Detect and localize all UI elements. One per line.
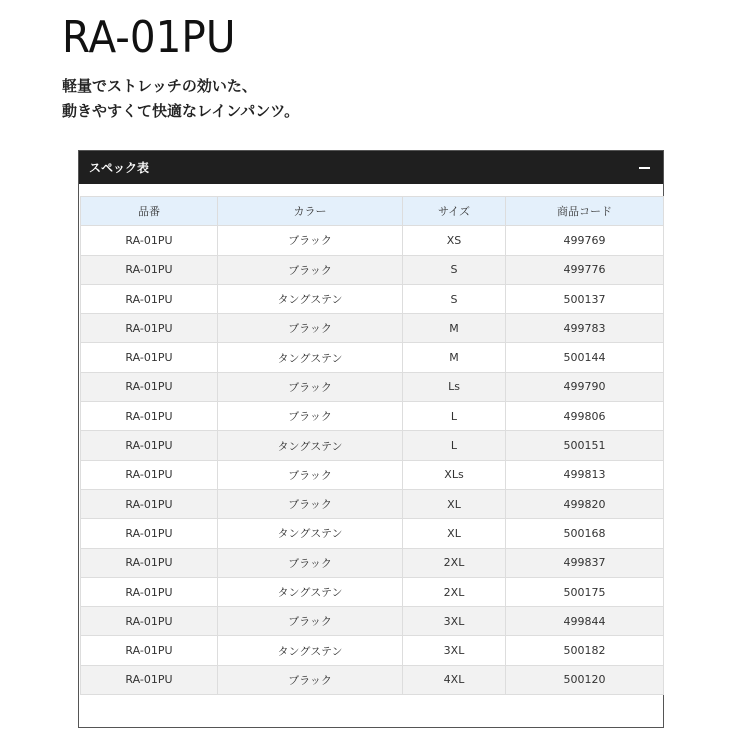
minus-icon[interactable]	[637, 161, 651, 175]
column-header-size: サイズ	[403, 197, 506, 226]
table-row	[81, 343, 664, 372]
spec-panel-header[interactable]	[79, 151, 663, 184]
product-code-cell: 499820	[506, 489, 664, 518]
product-code-cell: 500137	[506, 284, 664, 313]
table-row	[81, 314, 664, 343]
size-cell: XL	[403, 489, 506, 518]
part-number-cell: RA-01PU	[81, 226, 218, 255]
size-cell: L	[403, 402, 506, 431]
part-number-cell: RA-01PU	[81, 314, 218, 343]
size-cell: XLs	[403, 460, 506, 489]
spec-table	[80, 196, 664, 695]
color-cell: タングステン	[218, 431, 403, 460]
color-cell: ブラック	[218, 489, 403, 518]
part-number-cell: RA-01PU	[81, 402, 218, 431]
part-number-cell: RA-01PU	[81, 519, 218, 548]
spec-table-body	[81, 226, 664, 695]
table-row	[81, 548, 664, 577]
table-row	[81, 402, 664, 431]
size-cell: XS	[403, 226, 506, 255]
color-cell: ブラック	[218, 226, 403, 255]
spec-panel-title: スペック表	[89, 161, 150, 175]
color-cell: ブラック	[218, 548, 403, 577]
table-row	[81, 460, 664, 489]
table-row	[81, 489, 664, 518]
color-cell: ブラック	[218, 665, 403, 694]
size-cell: 4XL	[403, 665, 506, 694]
table-header-row	[81, 197, 664, 226]
table-row	[81, 372, 664, 401]
size-cell: S	[403, 284, 506, 313]
column-header-color: カラー	[218, 197, 403, 226]
size-cell: Ls	[403, 372, 506, 401]
color-cell: ブラック	[218, 372, 403, 401]
size-cell: XL	[403, 519, 506, 548]
product-code-cell: 499837	[506, 548, 664, 577]
product-code-cell: 499806	[506, 402, 664, 431]
column-header-product-code: 商品コード	[506, 197, 664, 226]
product-tagline	[62, 74, 299, 124]
part-number-cell: RA-01PU	[81, 460, 218, 489]
size-cell: 3XL	[403, 636, 506, 665]
part-number-cell: RA-01PU	[81, 431, 218, 460]
product-code-cell: 500168	[506, 519, 664, 548]
product-code-cell: 499776	[506, 255, 664, 284]
product-code-cell: 499769	[506, 226, 664, 255]
part-number-cell: RA-01PU	[81, 255, 218, 284]
product-title: RA-01PU	[62, 12, 236, 63]
color-cell: ブラック	[218, 314, 403, 343]
color-cell: ブラック	[218, 255, 403, 284]
table-row	[81, 431, 664, 460]
product-code-cell: 499844	[506, 607, 664, 636]
part-number-cell: RA-01PU	[81, 636, 218, 665]
size-cell: S	[403, 255, 506, 284]
product-code-cell: 499790	[506, 372, 664, 401]
table-row	[81, 255, 664, 284]
spec-table-wrapper	[80, 196, 663, 695]
table-row	[81, 577, 664, 606]
table-row	[81, 284, 664, 313]
part-number-cell: RA-01PU	[81, 343, 218, 372]
color-cell: タングステン	[218, 284, 403, 313]
table-row	[81, 607, 664, 636]
color-cell: タングステン	[218, 577, 403, 606]
color-cell: タングステン	[218, 636, 403, 665]
part-number-cell: RA-01PU	[81, 372, 218, 401]
product-code-cell: 500175	[506, 577, 664, 606]
tagline-line-2: 動きやすくて快適なレインパンツ。	[62, 102, 300, 120]
table-row	[81, 636, 664, 665]
color-cell: タングステン	[218, 519, 403, 548]
part-number-cell: RA-01PU	[81, 577, 218, 606]
size-cell: 2XL	[403, 577, 506, 606]
table-row	[81, 226, 664, 255]
color-cell: ブラック	[218, 460, 403, 489]
spec-panel	[78, 150, 664, 728]
size-cell: 2XL	[403, 548, 506, 577]
size-cell: L	[403, 431, 506, 460]
size-cell: M	[403, 314, 506, 343]
part-number-cell: RA-01PU	[81, 489, 218, 518]
product-code-cell: 500151	[506, 431, 664, 460]
color-cell: タングステン	[218, 343, 403, 372]
table-row	[81, 519, 664, 548]
product-code-cell: 500144	[506, 343, 664, 372]
color-cell: ブラック	[218, 402, 403, 431]
product-code-cell: 500182	[506, 636, 664, 665]
product-code-cell: 499783	[506, 314, 664, 343]
size-cell: M	[403, 343, 506, 372]
column-header-part-number: 品番	[81, 197, 218, 226]
part-number-cell: RA-01PU	[81, 284, 218, 313]
color-cell: ブラック	[218, 607, 403, 636]
tagline-line-1: 軽量でストレッチの効いた、	[62, 77, 257, 95]
part-number-cell: RA-01PU	[81, 665, 218, 694]
table-row	[81, 665, 664, 694]
part-number-cell: RA-01PU	[81, 548, 218, 577]
product-code-cell: 499813	[506, 460, 664, 489]
size-cell: 3XL	[403, 607, 506, 636]
product-code-cell: 500120	[506, 665, 664, 694]
part-number-cell: RA-01PU	[81, 607, 218, 636]
